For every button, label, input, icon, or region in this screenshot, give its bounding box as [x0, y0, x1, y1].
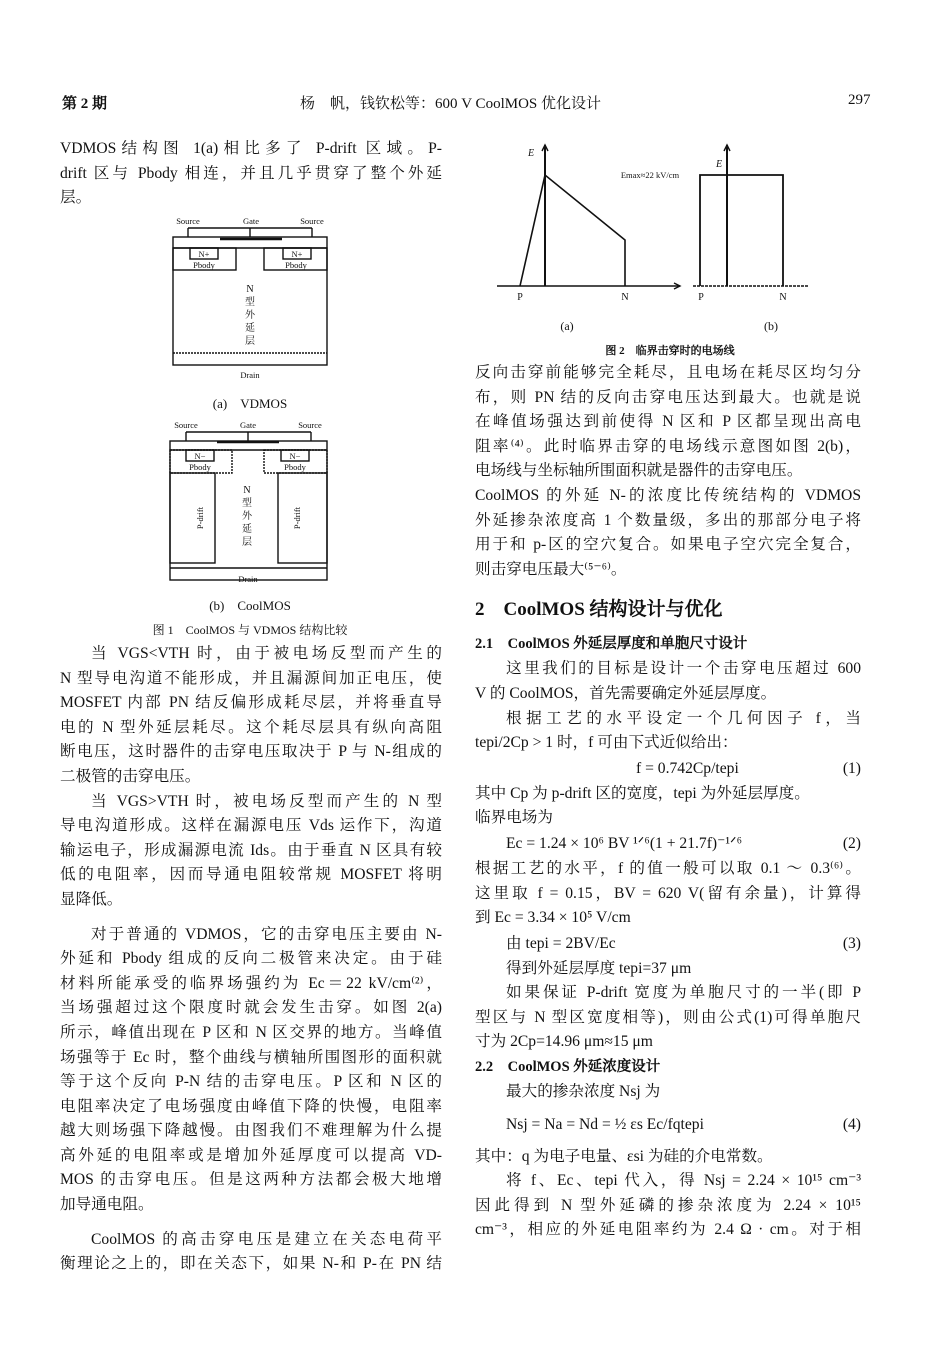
text-line: V 的 CoolMOS，首先需要确定外延层厚度。 — [475, 684, 777, 702]
journal-issue: 第 2 期 — [62, 96, 108, 112]
text-line: 根据工艺的水平设定一个几何因子 f，当 — [506, 709, 861, 727]
text-line: 其中 Cp 为 p-drift 区的宽度，tepi 为外延层厚度。 — [475, 784, 810, 802]
label-pdrift: P-drift — [195, 506, 205, 530]
equation-3 — [475, 931, 861, 957]
label-p: P — [698, 292, 704, 303]
text-line: 将 f、Ec、tepi 代入，得 Nsj = 2.24 × 10¹⁵ cm⁻³ — [506, 1172, 861, 1190]
text-line: VDMOS结构图 1(a)相比多了 P-drift 区域。P- — [60, 140, 442, 157]
text-line: 则击穿电压最大⁽⁵⁻⁶⁾。 — [475, 560, 627, 578]
text-line: 所示，峰值出现在 P 区和 N 区交界的地方。当峰值 — [60, 1023, 442, 1041]
text-line: 低的电阻率，因而导通电阻较常规 MOSFET 将明 — [60, 866, 442, 884]
text-line: 最大的掺杂浓度 Nsj 为 — [506, 1083, 661, 1101]
label-source: Source — [298, 420, 322, 430]
text-line: 二极管的击穿电压。 — [60, 767, 201, 785]
subfigure-label: (b) CoolMOS — [209, 598, 291, 613]
equation-4 — [475, 1105, 861, 1145]
text-line: CoolMOS 的外延 N-的浓度比传统结构的 VDMOS — [475, 486, 861, 504]
text-line: 因此得到 N 型外延磷的掺杂浓度为 2.24 × 10¹⁵ — [475, 1196, 861, 1214]
equation-number: (3) — [842, 934, 861, 952]
label-n-epi: 层 — [242, 537, 252, 548]
figure-caption: 图 2 临界击穿时的电场线 — [605, 345, 735, 357]
equation-expr: 由 tepi = 2BV/Ec — [506, 934, 616, 952]
text-line: drift 区与 Pbody 相连，并且几乎贯穿了整个外延 — [60, 164, 442, 182]
text-line: 如果保证 P-drift 宽度为单胞尺寸的一半(即 P — [506, 984, 861, 1002]
text-line: MOSFET 内部 PN 结反偏形成耗尽层，并将垂直导 — [60, 694, 442, 712]
label-pbody: Pbody — [193, 260, 215, 270]
equation-expr: Ec = 1.24 × 10⁶ BV ¹ᐟ⁶(1 + 21.7f)⁻¹ᐟ⁶ — [506, 834, 743, 852]
subfigure-label: (b) — [764, 319, 778, 333]
figure-2-field-lines — [497, 145, 808, 289]
label-n: N — [779, 292, 787, 303]
label-n-epi: 延 — [242, 524, 252, 535]
text-line: 其中：q 为电子电量、εsi 为硅的介电常数。 — [475, 1147, 773, 1165]
field-line-b — [700, 175, 783, 286]
label-n-epi: 型 — [242, 498, 252, 509]
subfigure-label: (a) VDMOS — [212, 396, 288, 411]
text-line: 衡理论之上的，即在关态下，如果 N-和 P-在 PN 结 — [60, 1255, 442, 1273]
field-line-a — [520, 175, 625, 286]
label-source: Source — [176, 216, 200, 226]
text-line: 型区与 N 型区宽度相等)，则由公式(1)可得单胞尺 — [475, 1008, 861, 1026]
text-line: N 型导电沟道不能形成，并且漏源间加正电压，使 — [60, 669, 442, 687]
label-n-epi: 外 — [245, 310, 255, 321]
text-line: 断电压，这时器件的击穿电压取决于 P 与 N-组成的 — [60, 743, 442, 761]
pdrift-left — [170, 473, 215, 563]
emax-annotation: Emax≈22 kV/cm — [620, 170, 680, 180]
text-line: 临界电场为 — [475, 809, 553, 827]
label-nplus: N+ — [291, 249, 303, 259]
section-heading: 2 CoolMOS 结构设计与优化 — [475, 599, 723, 621]
equation-expr: f = 0.742Cp/tepi — [636, 759, 739, 777]
left-column-body — [60, 642, 442, 1277]
equation-1 — [475, 756, 861, 782]
subsection-heading: 2.2 CoolMOS 外延浓度设计 — [475, 1059, 661, 1076]
label-nminus: N− — [194, 451, 206, 461]
text-line: 电阻率决定了电场强度由峰值下降的快慢，电阻率 — [60, 1097, 442, 1115]
subfigure-label: (a) — [560, 319, 574, 333]
text-line: 当场强超过这个限度时就会发生击穿。如图 2(a) — [60, 999, 442, 1017]
text-line: MOS 的击穿电压。但是这两种方法都会极大地增 — [60, 1171, 442, 1189]
label-n-epi: N — [243, 485, 251, 496]
text-line: cm⁻³，相应的外延电阻率约为 2.4 Ω · cm。对于相 — [475, 1221, 861, 1239]
text-line: 用于和 p-区的空穴复合。如果电子空穴完全复合， — [475, 536, 861, 554]
text-line: 反向击穿前能够完全耗尽，且电场在耗尽区均匀分 — [475, 364, 861, 381]
label-pdrift: P-drift — [292, 506, 302, 530]
label-drain: Drain — [238, 574, 258, 584]
label-pbody: Pbody — [189, 462, 211, 472]
right-column — [475, 361, 861, 1243]
text-line: 布，则 PN 结的反向击穿电压达到最大。也就是说 — [475, 388, 861, 406]
page-number: 297 — [848, 92, 871, 108]
text-line: 加导通电阻。 — [60, 1196, 154, 1214]
text-line: 当 VGS>VTH 时，被电场反型而产生的 N 型 — [91, 792, 442, 810]
label-n-epi: N — [246, 284, 254, 295]
text-line: 这里我们的目标是设计一个击穿电压超过 600 — [506, 660, 861, 678]
equation-number: (4) — [842, 1115, 861, 1133]
pdrift-right — [278, 473, 327, 563]
text-line: 越大则场强下降越慢。由图我们不难理解为什么提 — [60, 1122, 442, 1140]
label-n-epi: 层 — [245, 336, 255, 347]
label-drain: Drain — [240, 370, 260, 380]
axis-label-e: E — [527, 148, 535, 159]
text-line: 电的 N 型外延层耗尽。这个耗尽层具有纵向高阻 — [60, 718, 442, 736]
text-line: 输运电子，形成漏源电流 Ids。由于垂直 N 区具有较 — [60, 841, 442, 859]
text-line: 寸为 2Cp=14.96 μm≈15 μm — [475, 1033, 653, 1051]
label-p: P — [517, 292, 523, 303]
text-line: 对于普通的 VDMOS，它的击穿电压主要由 N- — [91, 925, 442, 943]
equation-expr: Nsj = Na = Nd = ½ εs Ec/fqtepi — [506, 1115, 704, 1133]
label-pbody: Pbody — [284, 462, 306, 472]
text-line: 显降低。 — [60, 890, 123, 908]
text-line: CoolMOS 的高击穿电压是建立在关态电荷平 — [91, 1230, 442, 1248]
label-n-epi: 外 — [242, 511, 252, 522]
figure-caption: 图 1 CoolMOS 与 VDMOS 结构比较 — [152, 623, 348, 637]
text-line: 得到外延层厚度 tepi=37 μm — [506, 959, 692, 977]
subsection-heading: 2.1 CoolMOS 外延层厚度和单胞尺寸设计 — [475, 636, 748, 653]
text-line: 等于这个反向 P-N 结的击穿电压。P 区和 N 区的 — [60, 1073, 442, 1091]
label-gate: Gate — [242, 216, 260, 226]
running-title: 杨 帆，钱钦松等：600 V CoolMOS 优化设计 — [300, 96, 601, 112]
label-pbody: Pbody — [285, 260, 307, 270]
label-n: N — [621, 292, 629, 303]
label-n-epi: 延 — [245, 323, 255, 334]
label-nplus: N+ — [198, 249, 210, 259]
text-line: 根据工艺的水平，f 的值一般可以取 0.1 ～ 0.3⁽⁶⁾。 — [475, 859, 861, 877]
text-line: 外延掺杂浓度高 1 个数量级，多出的那部分电子将 — [475, 511, 861, 529]
text-line: 电场线与坐标轴所围面积就是器件的击穿电压。 — [475, 462, 803, 480]
label-nminus: N− — [289, 451, 301, 461]
text-line: 到 Ec = 3.34 × 10⁵ V/cm — [475, 909, 631, 927]
text-line: 导电沟道形成。这样在漏源电压 Vds 运作下，沟道 — [60, 817, 442, 835]
text-line: 阻率⁽⁴⁾。此时临界击穿的电场线示意图如图 2(b)， — [475, 437, 861, 455]
text-line: tepi/2Cp > 1 时，f 可由下式近似给出： — [475, 734, 738, 752]
text-line: 这里取 f = 0.15，BV = 620 V(留有余量)，计算得 — [475, 884, 861, 902]
text-line: 外延和 Pbody 组成的反向二极管来决定。由于硅 — [60, 950, 442, 968]
text-line: 当 VGS<VTH 时，由于被电场反型而产生的 — [91, 645, 442, 662]
text-line: 场强等于 Ec 时，整个曲线与横轴所围图形的面积就 — [60, 1048, 442, 1066]
label-n-epi: 型 — [245, 297, 255, 308]
axis-label-e: E — [715, 159, 723, 170]
label-gate: Gate — [239, 420, 257, 430]
text-line: 在峰值场强达到前使得 N 区和 P 区都呈现出高电 — [475, 413, 861, 431]
text-line: 高外延的电阻率或是增加外延厚度可以提高 VD- — [60, 1146, 442, 1164]
equation-number: (2) — [842, 834, 861, 852]
text-line: 材料所能承受的临界场强约为 Ec＝22 kV/cm⁽²⁾， — [60, 974, 442, 992]
equation-number: (1) — [842, 759, 861, 777]
label-source: Source — [174, 420, 198, 430]
equation-2 — [475, 831, 861, 857]
label-source: Source — [300, 216, 324, 226]
text-line: 层。 — [60, 189, 92, 207]
